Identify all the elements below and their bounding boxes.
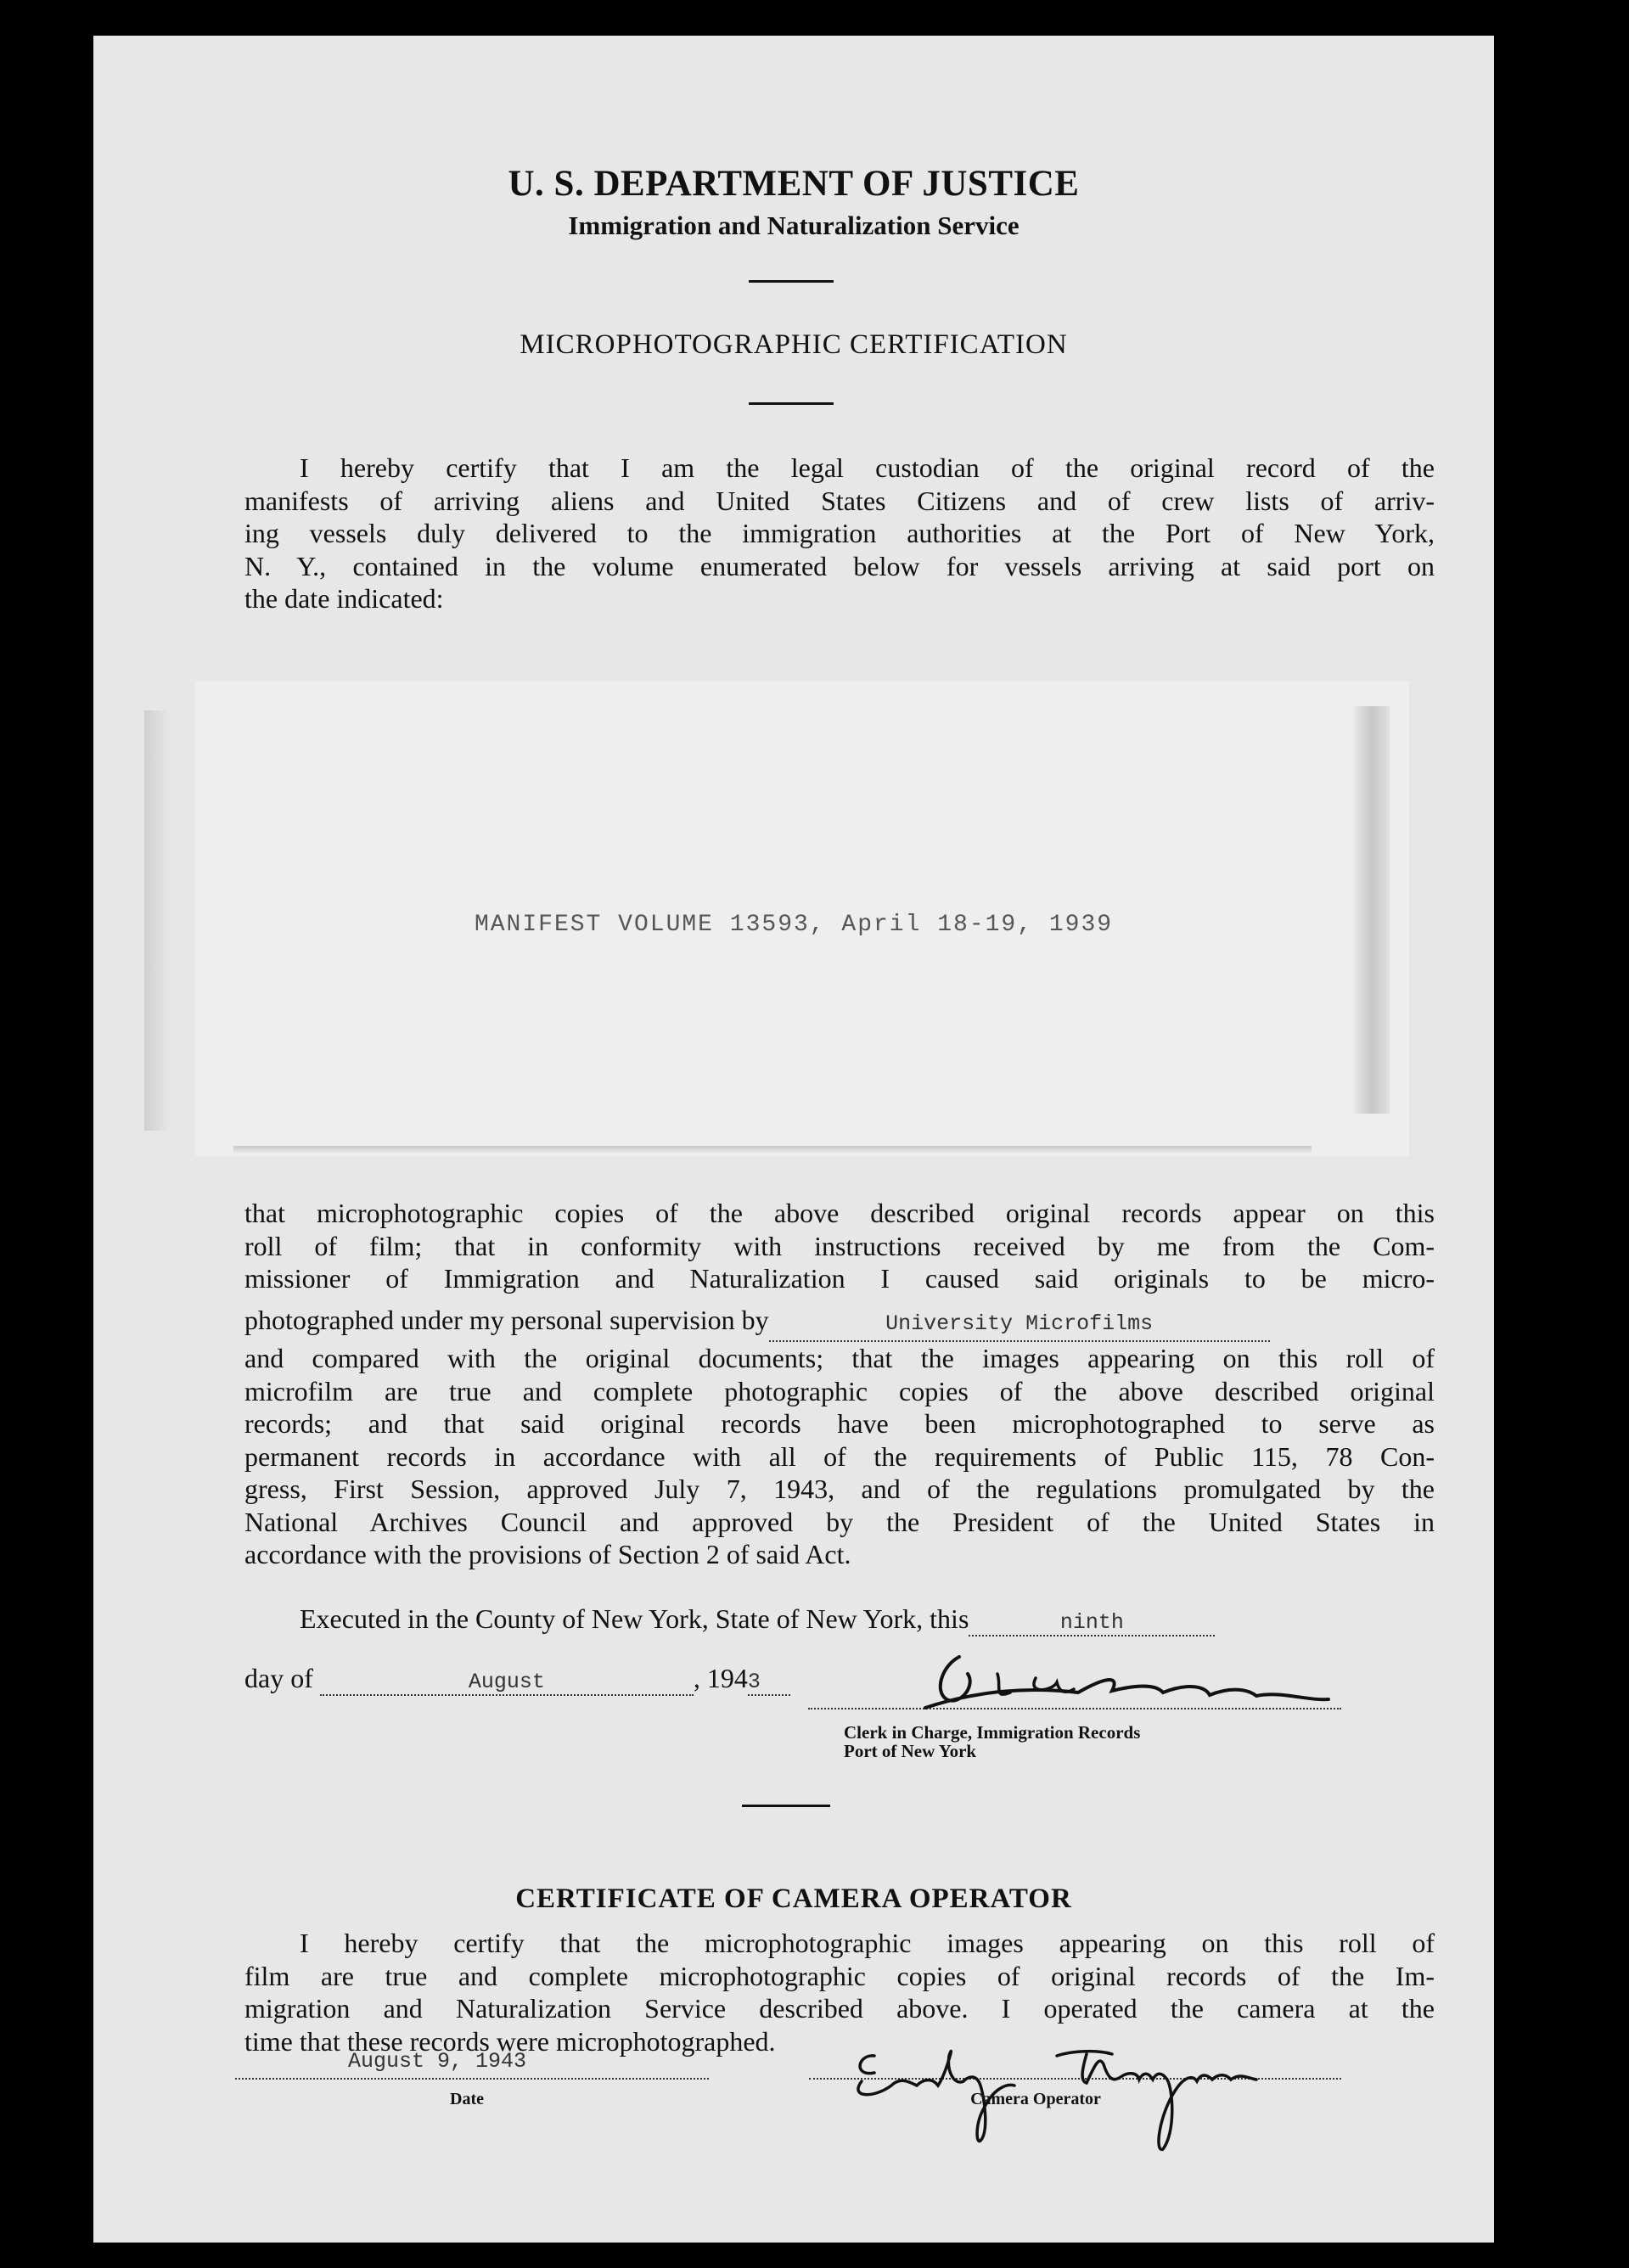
- intro-line: ing vessels duly delivered to the immigration authorities at the Port of New York,: [244, 518, 1435, 548]
- supervision-line: [244, 1304, 1435, 1343]
- day-field: [969, 1603, 1215, 1636]
- intro-line: manifests of arriving aliens and United States Citizens and of crew lists of arriv-: [244, 485, 1435, 516]
- divider-rule: [742, 1805, 830, 1807]
- certificate-page: [93, 36, 1494, 2243]
- panel-shadow: [233, 1146, 1312, 1153]
- intro-paragraph: [244, 452, 1435, 615]
- body-line: and compared with the original documents; that the images appearing on this roll of: [244, 1343, 1435, 1373]
- clerk-title-line: Clerk in Charge, Immigration Records: [844, 1722, 1141, 1743]
- certification-title: MICROPHOTOGRAPHIC CERTIFICATION: [520, 329, 1068, 360]
- body-line: accordance with the provisions of Section 2 of said Act.: [244, 1539, 851, 1569]
- intro-line: the date indicated:: [244, 583, 444, 614]
- supervision-prefix: photographed under my personal supervision by: [244, 1304, 769, 1335]
- body-line: gress, First Session, approved July 7, 1943, and of the regulations promulgated by the: [244, 1474, 1435, 1504]
- execution-line: [300, 1603, 1215, 1636]
- camera-line: migration and Naturalization Service described above. I operated the camera at the: [244, 1993, 1435, 2024]
- body-line: National Archives Council and approved by the President of the United States in: [244, 1506, 1435, 1537]
- divider-rule: [749, 402, 834, 405]
- day-of-label: day of: [244, 1663, 313, 1693]
- execution-prefix: Executed in the County of New York, State of New York, this: [300, 1603, 969, 1634]
- body-line: microfilm are true and complete photographic copies of the above described original: [244, 1375, 1435, 1406]
- clerk-title: [844, 1723, 1140, 1760]
- operator-label: Camera Operator: [970, 2090, 1101, 2108]
- date-signature-line: [235, 2078, 709, 2080]
- month-field: [320, 1663, 694, 1696]
- body-line: that microphotographic copies of the above described original records appear on this: [244, 1198, 1435, 1228]
- day-value: ninth: [1059, 1610, 1124, 1635]
- camera-certificate-title: CERTIFICATE OF CAMERA OPERATOR: [515, 1883, 1072, 1914]
- body-paragraph: [244, 1197, 1435, 1571]
- year-prefix: , 194: [693, 1663, 748, 1693]
- camera-line: time that these records were microphotographed.: [244, 2025, 776, 2057]
- camera-line: I hereby certify that the microphotographic images appearing on this roll of: [300, 1928, 1435, 1958]
- intro-line: I hereby certify that I am the legal custodian of the original record of the: [300, 452, 1435, 483]
- manifest-entry: MANIFEST VOLUME 13593, April 18-19, 1939: [474, 912, 1114, 938]
- department-heading: U. S. DEPARTMENT OF JUSTICE: [508, 164, 1080, 204]
- camera-line: film are true and complete microphotographic copies of original records of the Im-: [244, 1960, 1435, 1991]
- body-line: missioner of Immigration and Naturalization I caused said originals to be micro-: [244, 1263, 1435, 1294]
- supervision-field: [769, 1304, 1270, 1343]
- clerk-title-line: Port of New York: [844, 1741, 977, 1761]
- body-line: records; and that said original records have been microphotographed to serve as: [244, 1408, 1435, 1439]
- body-line: roll of film; that in conformity with instructions received by me from the Com-: [244, 1230, 1435, 1261]
- operator-signature: [840, 2005, 1333, 2158]
- body-line: permanent records in accordance with all of the requirements of Public 115, 78 Con-: [244, 1440, 1435, 1472]
- supervision-value: University Microfilms: [885, 1311, 1154, 1336]
- date-value: August 9, 1943: [348, 2049, 527, 2074]
- divider-rule: [749, 280, 834, 283]
- month-value: August: [468, 1670, 545, 1694]
- intro-line: N. Y., contained in the volume enumerated below for vessels arriving at said port on: [244, 550, 1435, 581]
- date-line: [244, 1663, 790, 1696]
- year-value: 3: [747, 1670, 761, 1694]
- panel-shadow: [1354, 706, 1390, 1114]
- year-field: [748, 1663, 790, 1696]
- date-label: Date: [450, 2090, 484, 2108]
- service-subheading: Immigration and Naturalization Service: [568, 211, 1020, 240]
- clerk-signature: [908, 1640, 1333, 1725]
